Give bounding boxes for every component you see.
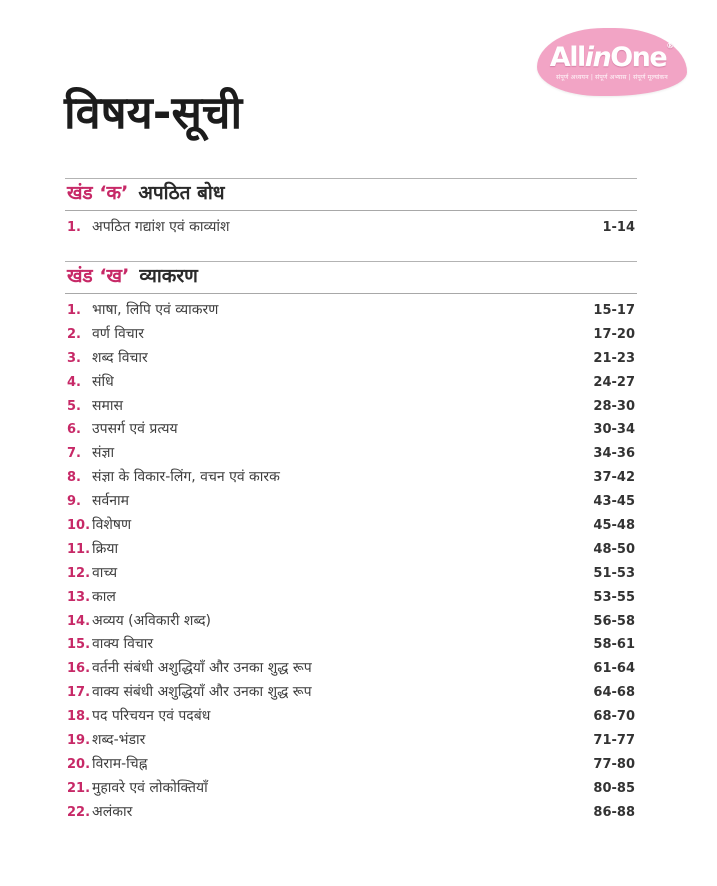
toc-entry xyxy=(65,561,637,585)
toc-entry xyxy=(65,705,637,729)
entry-number: 15. xyxy=(67,637,91,653)
entry-title: सर्वनाम xyxy=(92,493,130,510)
toc-entry xyxy=(65,418,637,442)
toc-entry xyxy=(65,346,637,370)
section-items xyxy=(65,294,637,825)
entry-pages: 37-42 xyxy=(593,470,635,486)
brand-one: One xyxy=(610,41,667,73)
entry-title: काल xyxy=(92,588,116,605)
entry-pages: 28-30 xyxy=(593,398,635,414)
toc-entry xyxy=(65,490,637,514)
entry-number: 4. xyxy=(67,374,81,390)
entry-pages: 43-45 xyxy=(593,494,635,510)
entry-number: 1. xyxy=(67,220,81,236)
entry-number: 5. xyxy=(67,398,81,414)
entry-pages: 51-53 xyxy=(593,565,635,581)
toc-entry xyxy=(65,609,637,633)
entry-pages: 30-34 xyxy=(593,422,635,438)
section-title: व्याकरण xyxy=(139,264,198,287)
toc-entry xyxy=(65,394,637,418)
entry-title: विशेषण xyxy=(92,516,132,533)
toc-entry xyxy=(65,322,637,346)
section-label: खंड ‘ख’ xyxy=(67,264,130,287)
entry-pages: 61-64 xyxy=(593,661,635,677)
entry-title: वाक्य विचार xyxy=(92,636,154,653)
entry-title: संज्ञा xyxy=(92,445,115,462)
entry-number: 2. xyxy=(67,326,81,342)
entry-pages: 68-70 xyxy=(593,709,635,725)
entry-pages: 21-23 xyxy=(593,350,635,366)
entry-number: 16. xyxy=(67,661,91,677)
brand-all: All xyxy=(549,41,585,73)
entry-title: वाच्य xyxy=(92,564,118,581)
toc-entry xyxy=(65,216,637,240)
toc-entry xyxy=(65,753,637,777)
entry-number: 1. xyxy=(67,302,81,318)
entry-pages: 58-61 xyxy=(593,637,635,653)
entry-number: 21. xyxy=(67,780,91,796)
entry-title: अलंकार xyxy=(92,803,133,820)
entry-title: अव्यय (अविकारी शब्द) xyxy=(92,612,211,629)
toc-entry xyxy=(65,466,637,490)
allinone-logo xyxy=(537,28,687,96)
section-items xyxy=(65,211,637,240)
toc-entry xyxy=(65,681,637,705)
toc-entry xyxy=(65,514,637,538)
entry-title: पद परिचयन एवं पदबंध xyxy=(92,708,211,725)
entry-number: 18. xyxy=(67,709,91,725)
entry-title: वर्ण विचार xyxy=(92,325,145,342)
entry-title: भाषा, लिपि एवं व्याकरण xyxy=(92,301,219,318)
entry-pages: 34-36 xyxy=(593,446,635,462)
registered-mark: ® xyxy=(666,40,675,50)
entry-number: 14. xyxy=(67,613,91,629)
entry-number: 20. xyxy=(67,756,91,772)
section-label: खंड ‘क’ xyxy=(67,182,129,204)
brand-wordmark xyxy=(549,40,675,73)
toc-entry xyxy=(65,776,637,800)
section-header xyxy=(65,178,637,211)
entry-title: वर्तनी संबंधी अशुद्धियाँ और उनका शुद्ध रूप xyxy=(92,660,312,677)
section-header xyxy=(65,261,637,294)
entry-pages: 15-17 xyxy=(593,302,635,318)
entry-title: समास xyxy=(92,397,123,414)
entry-title: उपसर्ग एवं प्रत्यय xyxy=(92,421,178,438)
section-title: अपठित बोध xyxy=(138,182,225,204)
entry-title: संज्ञा के विकार-लिंग, वचन एवं कारक xyxy=(92,469,280,486)
toc-section xyxy=(65,261,637,824)
toc-entry xyxy=(65,657,637,681)
toc-entry xyxy=(65,537,637,561)
brand-tagline: संपूर्ण अध्ययन | संपूर्ण अभ्यास | संपूर्ण मूल्यांकन xyxy=(556,73,668,81)
toc-sections xyxy=(65,178,637,845)
toc-section xyxy=(65,178,637,240)
entry-title: संधि xyxy=(92,373,114,390)
entry-number: 7. xyxy=(67,446,81,462)
entry-pages: 48-50 xyxy=(593,541,635,557)
entry-pages: 1-14 xyxy=(602,220,635,236)
entry-pages: 17-20 xyxy=(593,326,635,342)
toc-entry xyxy=(65,585,637,609)
entry-title: क्रिया xyxy=(92,540,119,557)
entry-pages: 80-85 xyxy=(593,780,635,796)
toc-entry xyxy=(65,633,637,657)
entry-number: 13. xyxy=(67,589,91,605)
entry-pages: 64-68 xyxy=(593,685,635,701)
page-title: विषय-सूची xyxy=(64,86,243,139)
entry-number: 11. xyxy=(67,541,91,557)
entry-number: 3. xyxy=(67,350,81,366)
entry-title: वाक्य संबंधी अशुद्धियाँ और उनका शुद्ध रूप xyxy=(92,684,312,701)
brand-in: in xyxy=(584,41,611,73)
entry-title: मुहावरे एवं लोकोक्तियाँ xyxy=(92,779,208,796)
entry-number: 19. xyxy=(67,733,91,748)
toc-entry xyxy=(65,299,637,323)
entry-number: 6. xyxy=(67,422,81,438)
entry-pages: 77-80 xyxy=(593,756,635,772)
entry-pages: 53-55 xyxy=(593,589,635,605)
entry-title: शब्द-भंडार xyxy=(92,732,146,748)
entry-pages: 45-48 xyxy=(593,517,635,533)
entry-pages: 71-77 xyxy=(593,733,635,748)
entry-number: 9. xyxy=(67,494,81,510)
entry-pages: 24-27 xyxy=(593,374,635,390)
entry-number: 8. xyxy=(67,470,81,486)
toc-entry xyxy=(65,370,637,394)
entry-pages: 86-88 xyxy=(593,804,635,820)
entry-number: 10. xyxy=(67,517,91,533)
entry-number: 22. xyxy=(67,804,91,820)
entry-title: विराम-चिह्न xyxy=(92,755,148,772)
entry-title: शब्द विचार xyxy=(92,349,148,366)
toc-entry xyxy=(65,442,637,466)
toc-entry xyxy=(65,800,637,824)
entry-number: 12. xyxy=(67,565,91,581)
entry-title: अपठित गद्यांश एवं काव्यांश xyxy=(92,219,230,236)
toc-entry xyxy=(65,729,637,753)
entry-pages: 56-58 xyxy=(593,613,635,629)
entry-number: 17. xyxy=(67,685,91,701)
